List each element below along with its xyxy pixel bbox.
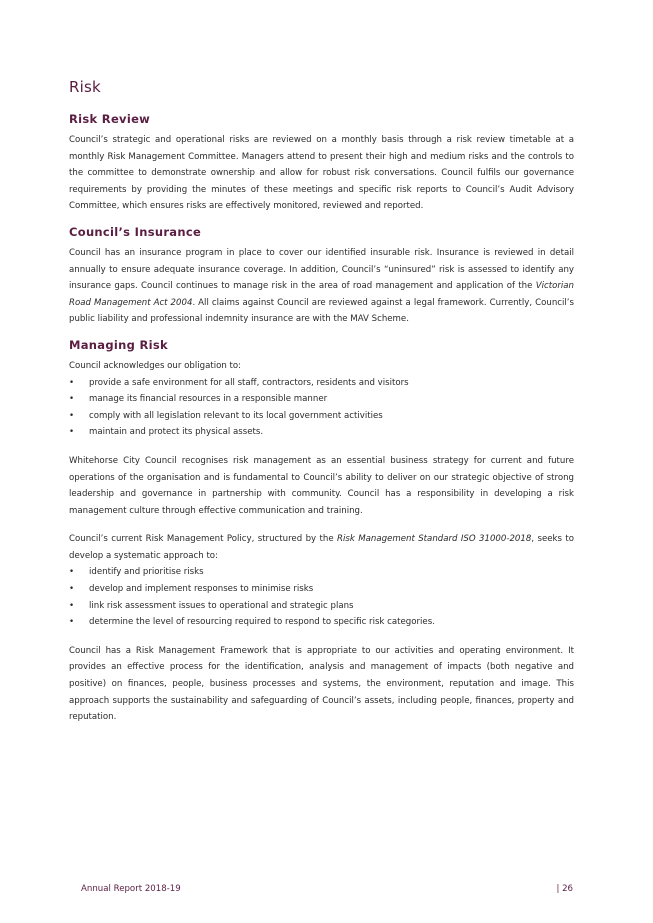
managing-risk-heading: Managing Risk	[69, 337, 168, 352]
bullet-icon: •	[69, 567, 75, 578]
list-item-text: manage its financial resources in a responsible manner	[89, 394, 328, 405]
footer-report-title: Annual Report 2018-19	[81, 884, 181, 894]
list-item-text: provide a safe environment for all staff, contractors, residents and visitors	[89, 377, 409, 388]
managing-risk-section	[69, 338, 574, 726]
list-item	[69, 581, 574, 598]
insurance-act: Victorian Road Management Act 2004	[69, 281, 574, 308]
footer-page-number: | 26	[556, 884, 573, 894]
bullet-icon: •	[69, 584, 75, 595]
approaches-list	[69, 564, 574, 630]
managing-risk-intro: Council acknowledges our obligation to:	[69, 360, 242, 371]
risk-review-text: Council’s strategic and operational risks are reviewed on a monthly basis through a risk review timetable at a monthly Risk Management Committee. Managers attend to present their high and medium risks and the controls to the committee to demonstrate ownership and allow for robust risk conversations. Council fulfils our governance requirements by providing the minutes of these meetings and specific risk reports to Council’s Audit Advisory Committee, which ensures risks are effectively monitored, reviewed and reported.	[69, 135, 574, 212]
list-item	[69, 375, 574, 392]
list-item	[69, 391, 574, 408]
insurance-text	[69, 245, 574, 328]
spacer	[69, 519, 574, 531]
list-item	[69, 424, 574, 441]
insurance-section	[69, 225, 574, 328]
spacer	[69, 441, 574, 453]
page-content	[69, 78, 574, 736]
risk-review-section	[69, 112, 574, 215]
framework-paragraph: Council has a Risk Management Framework that is appropriate to our activities and operating environment. It provides an effective process for the identification, analysis and management of impacts (both negative and positive) on finances, people, business processes and systems, the environment, reputation and image. This approach supports the sustainability and safeguarding of Council’s assets, including people, finances, property and reputation.	[69, 645, 574, 723]
obligations-list	[69, 375, 574, 441]
list-item	[69, 598, 574, 615]
bullet-icon: •	[69, 600, 75, 611]
bullet-icon: •	[69, 377, 75, 388]
list-item-text: determine the level of resourcing required to respond to specific risk categories.	[89, 617, 435, 628]
list-item	[69, 408, 574, 425]
bullet-icon: •	[69, 410, 75, 421]
spacer	[69, 631, 574, 643]
risk-review-heading: Risk Review	[69, 112, 151, 126]
policy-paragraph	[69, 531, 574, 564]
bullet-icon: •	[69, 427, 75, 438]
policy-standard: Risk Management Standard ISO 31000-2018	[337, 534, 532, 545]
list-item-text: comply with all legislation relevant to its local government activities	[89, 410, 383, 421]
list-item-text: develop and implement responses to minimise risks	[89, 584, 314, 595]
bullet-icon: •	[69, 617, 75, 628]
list-item	[69, 614, 574, 631]
page-title: Risk	[69, 78, 101, 96]
insurance-text-part-2: . All claims against Council are reviewed against a legal framework. Currently, Council’s public liability and professional indemnity insurance are with the MAV Scheme.	[69, 297, 574, 325]
policy-text-part-1: Council’s current Risk Management Policy, structured by the	[69, 534, 338, 545]
strategy-paragraph: Whitehorse City Council recognises risk management as an essential business strategy for current and future operations of the organisation and is fundamental to Council’s ability to deliver on our strategic objective of strong leadership and governance in partnership with community. Council has a responsibility in developing a risk management culture through effective communication and training.	[69, 455, 574, 516]
policy-text-part-2: , seeks to develop a systematic approach to:	[69, 534, 574, 561]
list-item-text: link risk assessment issues to operational and strategic plans	[89, 600, 354, 611]
list-item	[69, 564, 574, 581]
bullet-icon: •	[69, 394, 75, 405]
insurance-heading: Council’s Insurance	[69, 224, 202, 239]
insurance-text-part-1: Council has an insurance program in place to cover our identified insurable risk. Insurance is reviewed in detail annually to ensure adequate insurance coverage. In addition, Council’s “uninsured” risk is assessed to identify any insurance gaps. Council continues to manage risk in the area of road management and application of the	[69, 247, 574, 292]
list-item-text: maintain and protect its physical assets.	[89, 427, 264, 438]
list-item-text: identify and prioritise risks	[89, 567, 204, 578]
